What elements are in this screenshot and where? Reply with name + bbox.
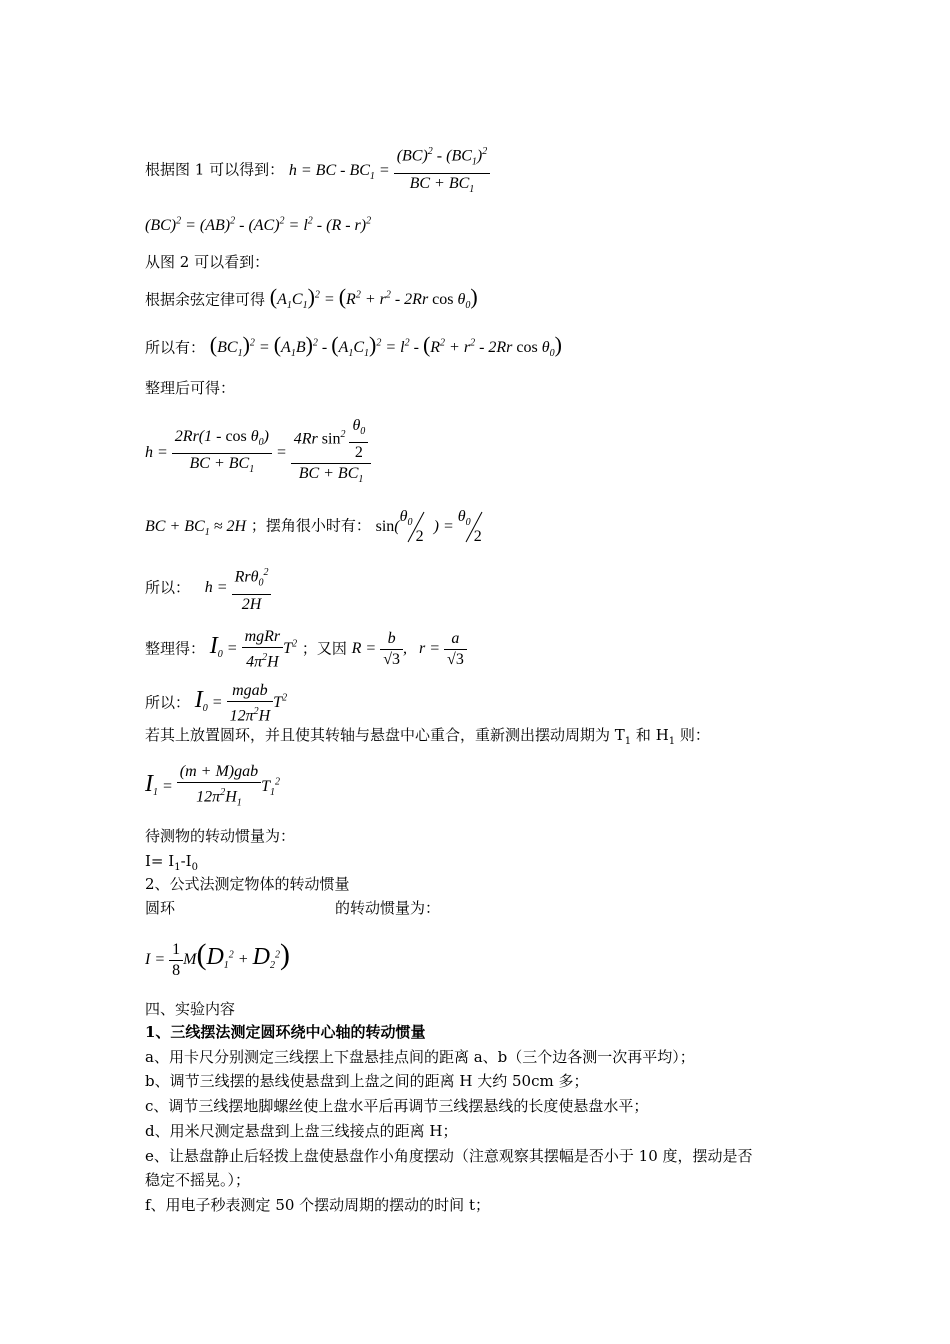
line15-s1: 1 [174,862,181,873]
eq2-line [145,211,371,237]
eq1-line [145,142,490,200]
eq8-formula-a: BC + $BC_1 \approx 2H$ [145,517,247,538]
step-f: f、用电子秒表测定 50 个摆动周期的摆动的时间 t； [145,1196,490,1214]
eq4-formula: $(A_1C_1)^2 = (R^2 + r^2 - 2Rr$ $\cos \theta_0$) [269,284,478,312]
eq4-label: 根据余弦定律可得 [145,290,266,309]
line15-b: -I [180,852,192,870]
eq7-line [145,416,371,490]
step-d: d、用米尺测定悬盘到上盘三线接点的距离 H； [145,1122,458,1140]
text-line-16: 2、公式法测定物体的转动惯量 [145,875,350,893]
section-heading: 四、实验内容 [145,1000,236,1018]
eq13-formula: $I_1$ = $\frac{\text{(m + M)gab}}{12\pi^2H_1}$ $T_1^2$ [145,778,280,795]
eq5-line [145,333,562,366]
theta-half-frac: $\theta_0$ 2 [399,508,424,545]
step-b: b、调节三线摆的悬线使悬盘到上盘之间的距离 H 大约 50cm 多； [145,1072,589,1090]
theta-half-frac-2: $\theta_0$ 2 [457,508,482,545]
eq10-formula-b: R = $\frac{b}{√3}$ , r = $\frac{a}{√3}$ [352,640,467,657]
eq11-formula: $I_0$ = $\frac{\text{mgab}}{12\pi^2H}$ $T^2$ [194,682,288,725]
step-e-cont: 稳定不摇晃。）； [145,1171,251,1189]
eq9-line [145,563,271,615]
line17-b: 的转动惯量为： [335,899,441,917]
eq13-line [145,762,280,814]
text-line-17 [145,897,440,919]
subsection-heading: 1、三线摆法测定圆环绕中心轴的转动惯量 [145,1023,426,1041]
line12-a: 若其上放置圆环，并且使其转轴与悬盘中心重合，重新测出摆动周期为 T [145,726,625,744]
line17-a: 圆环 [145,899,176,917]
eq18-line [145,940,290,981]
eq10-formula-a: $I_0$ = $\frac{\text{mgRr}}{4\pi^2H}$ $T^2$ [209,628,298,671]
eq11-line [145,681,287,726]
eq1-formula: h = BC - $BC_1$ = $\frac{(BC)^2 - (BC_1)^2}{BC + BC_1}$ [289,162,490,179]
eq9-label: 所以： [145,578,191,597]
eq4-line [145,285,478,318]
text-line-6: 整理后可得： [145,379,236,397]
eq1-label: 根据图 1 可以得到： [145,160,285,179]
eq5-label: 所以有： [145,338,206,357]
eq7-formula: h = $\frac{2Rr(1 - \cos \theta_0)}{BC + BC_1}$ = 4Rr $\sin^2$ $\frac{\theta_0}{2}$ BC + $BC_1$ [145,444,371,461]
eq10-label: 整理得： [145,639,206,658]
eq10-line [145,627,467,672]
eq8-mid: ；摆角很小时有： [250,516,371,535]
eq9-formula: h = $\frac{Rr\theta_0^2}{2H}$ [205,579,272,596]
eq18-formula: I = $\frac{1}{8}$ $M(D_1^2 + D_2^2)$ [145,938,290,979]
line12-end: 则： [675,726,710,744]
line12-sub2: 1 [668,736,676,747]
eq5-formula: $(BC_1)^2 = (A_1B)^2 - (A_1C_1)^2 = l^2 - (R^2 + r^2 - 2Rr$ $\cos \theta_0$) [209,332,562,360]
text-line-3: 从图 2 可以看到： [145,253,270,271]
line12-mid: 和 H [631,726,669,744]
step-c: c、调节三线摆地脚螺丝使上盘水平后再调节三线摆悬线的长度使悬盘水平； [145,1097,649,1115]
line15-a: I= I [145,852,175,870]
text-line-12 [145,724,710,753]
eq8-formula-b: sin( $\theta_0$ 2 ) = $\theta_0$ 2 [376,518,492,535]
text-line-14: 待测物的转动惯量为： [145,827,296,845]
step-e: e、让悬盘静止后轻拨上盘使悬盘作小角度摆动（注意观察其摆幅是否小于 10 度，摆动是否 [145,1147,753,1165]
line15-s2: 0 [191,862,198,873]
eq10-mid: ；又因 [301,639,347,658]
eq8-line [145,508,492,546]
line12-sub1: 1 [624,736,632,747]
eq11-label: 所以： [145,693,191,712]
eq2-formula: $(BC)^2 = (AB)^2 - (AC)^2 = l^2 - (R - r)^2$ [145,216,372,235]
step-a: a、用卡尺分别测定三线摆上下盘悬挂点间的距离 a、b（三个边各测一次再平均）； [145,1048,695,1066]
